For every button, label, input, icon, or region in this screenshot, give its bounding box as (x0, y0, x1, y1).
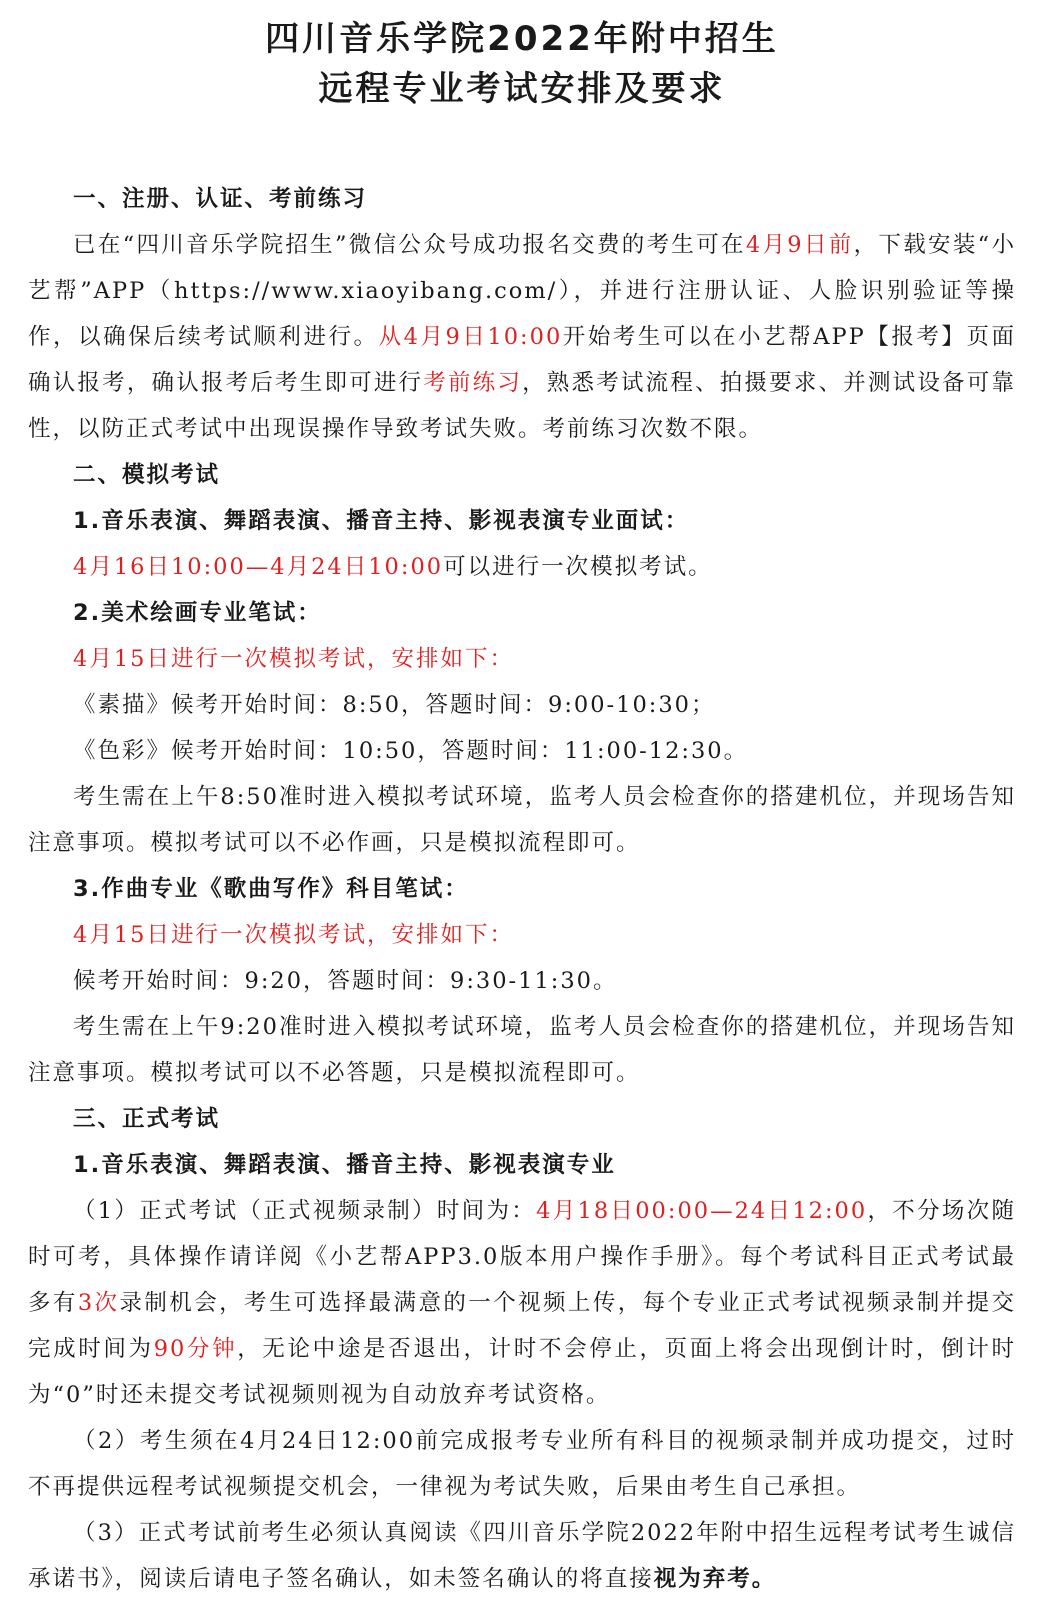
s1-text-e: 开始考生可以在小艺帮APP【报考】页面确认报考，确认报考后考生即可进行 (28, 324, 1016, 396)
title-line-1: 四川音乐学院2022年附中招生 (265, 19, 779, 59)
section-3-heading: 三、正式考试 (73, 1106, 221, 1132)
section-3-item-1 (28, 1188, 1016, 1418)
section-3-item-3 (28, 1510, 1016, 1602)
section-1-heading: 一、注册、认证、考前练习 (73, 186, 368, 212)
section-2-heading: 二、模拟考试 (73, 462, 221, 488)
section-3-item-2: （2）考生须在4月24日12:00前完成报考专业所有科目的视频录制并成功提交，过时不再提供远程考试视频提交机会，一律视为考试失败，后果由考生自己承担。 (28, 1428, 1016, 1500)
s1-start-time: 从4月9日10:00 (378, 324, 563, 350)
section-2-sub-2-color: 《色彩》候考开始时间：10:50，答题时间：11:00-12:30。 (73, 738, 749, 764)
section-2-sub-2-paragraph: 考生需在上午8:50准时进入模拟考试环境，监考人员会检查你的搭建机位，并现场告知注意事项。模拟考试可以不必作画，只是模拟流程即可。 (28, 784, 1016, 856)
section-2-sub-1: 1.音乐表演、舞蹈表演、播音主持、影视表演专业面试： (73, 508, 690, 534)
s3-duration: 90分钟 (153, 1336, 238, 1362)
s1-text-a: 已在“四川音乐学院招生”微信公众号成功报名交费的考生可在 (73, 232, 746, 258)
section-2-sub-3-arrangement: 4月15日进行一次模拟考试，安排如下： (73, 922, 514, 948)
s3-p1-e: 录制机会，考生可选择最满意的一个视频上传，每个专业正式考试视频录制并提交完成时间为 (28, 1290, 1016, 1362)
section-2-sub-3: 3.作曲专业《歌曲写作》科目笔试： (73, 876, 469, 902)
s2-sub1-red: 4月16日10:00—4月24日10:00 (73, 554, 444, 580)
section-2-sub-2-sketch: 《素描》候考开始时间：8:50，答题时间：9:00-10:30； (73, 692, 716, 718)
s3-p3-a: （3）正式考试前考生必须认真阅读《四川音乐学院2022年附中招生远程考试考生诚信承诺书》，阅读后请电子签名确认，如未签名确认的将直接 (28, 1520, 1016, 1592)
document-title (28, 14, 1016, 114)
section-3-sub-1: 1.音乐表演、舞蹈表演、播音主持、影视表演专业 (73, 1152, 616, 1178)
section-2-sub-2-arrangement: 4月15日进行一次模拟考试，安排如下： (73, 646, 514, 672)
s2-sub1-rest: 可以进行一次模拟考试。 (443, 554, 713, 580)
section-2-sub-3-paragraph: 考生需在上午9:20准时进入模拟考试环境，监考人员会检查你的搭建机位，并现场告知注意事项。模拟考试可以不必答题，只是模拟流程即可。 (28, 1014, 1016, 1086)
s3-p3-b: 视为弃考。 (653, 1566, 777, 1592)
s3-p1-a: （1）正式考试（正式视频录制）时间为： (73, 1198, 537, 1224)
s1-text-c: ，下载安装“小艺帮”APP（https://www.xiaoyibang.com/），并进行注册认证、人脸识别验证等操作，以确保后续考试顺利进行。 (28, 232, 1016, 350)
s1-practice: 考前练习 (423, 370, 523, 396)
title-line-2: 远程专业考试安排及要求 (318, 69, 726, 109)
section-1-paragraph (28, 222, 1016, 452)
s3-p1-g: ，无论中途是否退出，计时不会停止，页面上将会出现倒计时，倒计时为“0”时还未提交考试视频则视为自动放弃考试资格。 (28, 1336, 1016, 1408)
s3-attempts: 3次 (77, 1290, 120, 1316)
section-2-sub-1-time (28, 544, 1016, 590)
section-2-sub-2: 2.美术绘画专业笔试： (73, 600, 322, 626)
s3-exam-time: 4月18日00:00—24日12:00 (536, 1198, 868, 1224)
section-2-sub-3-time: 候考开始时间：9:20，答题时间：9:30-11:30。 (73, 968, 618, 994)
s3-p1-c: ，不分场次随时可考，具体操作请详阅《小艺帮APP3.0版本用户操作手册》。每个考试科目正式考试最多有 (28, 1198, 1016, 1316)
s1-text-g: ，熟悉考试流程、拍摄要求、并测试设备可靠性，以防正式考试中出现误操作导致考试失败。考前练习次数不限。 (28, 370, 1016, 442)
document-page (0, 14, 1044, 1614)
s1-deadline: 4月9日前 (745, 232, 854, 258)
